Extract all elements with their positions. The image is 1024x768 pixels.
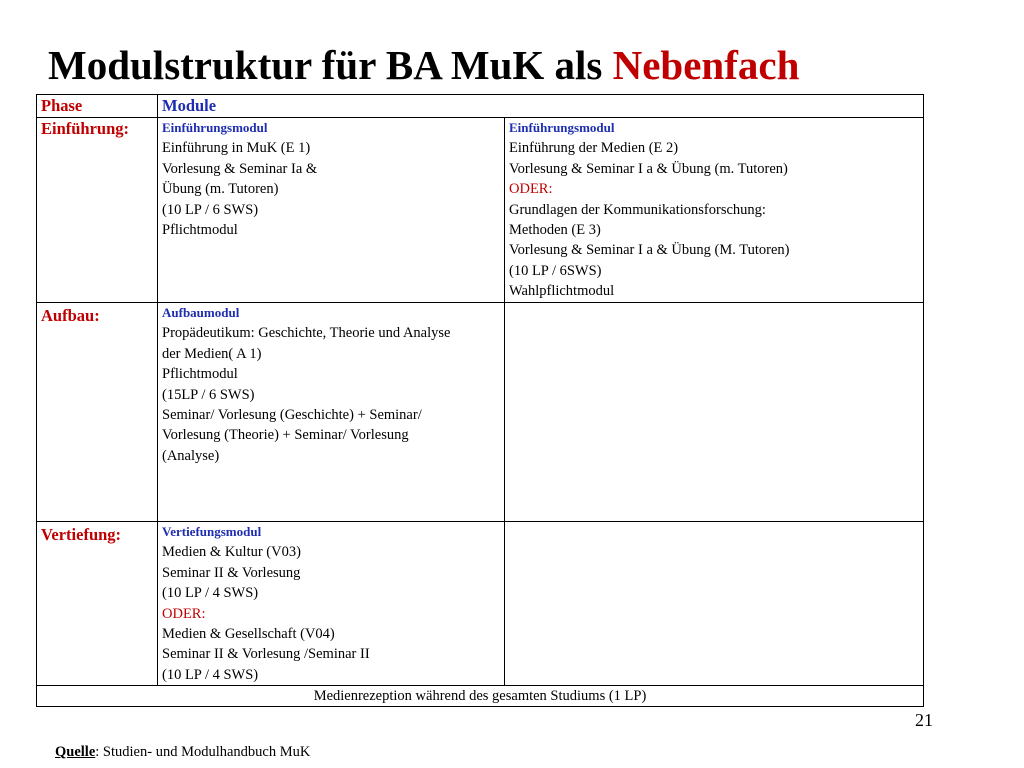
header-phase: Phase — [41, 96, 83, 115]
module-line: (10 LP / 6SWS) — [509, 262, 602, 279]
module-cell — [505, 118, 923, 302]
footer-row: Medienrezeption während des gesamten Studiums (1 LP) — [313, 688, 647, 704]
module-line: Vorlesung & Seminar I a & Übung (M. Tutoren) — [509, 242, 790, 259]
module-heading: Einführungsmodul — [509, 120, 615, 135]
module-cell — [158, 118, 504, 240]
source-text: : Studien- und Modulhandbuch MuK — [95, 744, 311, 760]
module-line: der Medien( A 1) — [162, 345, 262, 362]
module-line: Seminar II & Vorlesung /Seminar II — [162, 646, 370, 663]
module-line: Seminar/ Vorlesung (Geschichte) + Seminar/ — [162, 407, 422, 424]
page-number: 21 — [915, 710, 933, 730]
phase-label: Aufbau: — [41, 306, 100, 325]
module-heading: Aufbaumodul — [162, 305, 240, 320]
empty-cell — [505, 522, 923, 685]
module-line: Propädeutikum: Geschichte, Theorie und Analyse — [162, 325, 451, 342]
module-line: (Analyse) — [162, 447, 220, 464]
module-line: Pflichtmodul — [162, 366, 238, 383]
module-line: (15LP / 6 SWS) — [162, 386, 255, 403]
oder-label: ODER: — [509, 181, 553, 198]
module-line: Vorlesung & Seminar I a & Übung (m. Tutoren) — [509, 160, 788, 177]
module-line: Medien & Kultur (V03) — [162, 544, 301, 561]
phase-label: Einführung: — [41, 119, 130, 138]
module-line: (10 LP / 4 SWS) — [162, 585, 259, 602]
page-title — [48, 40, 799, 90]
module-cell — [158, 522, 504, 685]
module-heading: Einführungsmodul — [162, 120, 268, 135]
module-heading: Vertiefungsmodul — [162, 524, 262, 539]
module-line: Grundlagen der Kommunikationsforschung: — [509, 201, 766, 218]
module-line: (10 LP / 6 SWS) — [162, 201, 259, 218]
module-line: Methoden (E 3) — [509, 222, 601, 239]
title-main: Modulstruktur für BA MuK als — [48, 42, 603, 88]
module-line: Pflichtmodul — [162, 222, 238, 239]
oder-label: ODER: — [162, 605, 206, 622]
module-line: Medien & Gesellschaft (V04) — [162, 626, 335, 643]
source-note — [55, 744, 310, 761]
module-line: Übung (m. Tutoren) — [162, 181, 279, 198]
empty-cell — [505, 303, 923, 521]
module-line: Einführung der Medien (E 2) — [509, 140, 679, 157]
module-line: Seminar II & Vorlesung — [162, 564, 301, 581]
source-label: Quelle — [55, 744, 96, 760]
module-line: Einführung in MuK (E 1) — [162, 140, 311, 157]
module-line: Vorlesung (Theorie) + Seminar/ Vorlesung — [162, 427, 409, 444]
header-module: Module — [162, 96, 217, 115]
module-line: Vorlesung & Seminar Ia & — [162, 160, 318, 177]
module-line: Wahlpflichtmodul — [509, 283, 615, 300]
module-table — [36, 94, 924, 707]
module-cell — [158, 303, 504, 466]
title-highlight: Nebenfach — [612, 42, 800, 88]
phase-label: Vertiefung: — [41, 525, 122, 544]
module-line: (10 LP / 4 SWS) — [162, 666, 259, 683]
